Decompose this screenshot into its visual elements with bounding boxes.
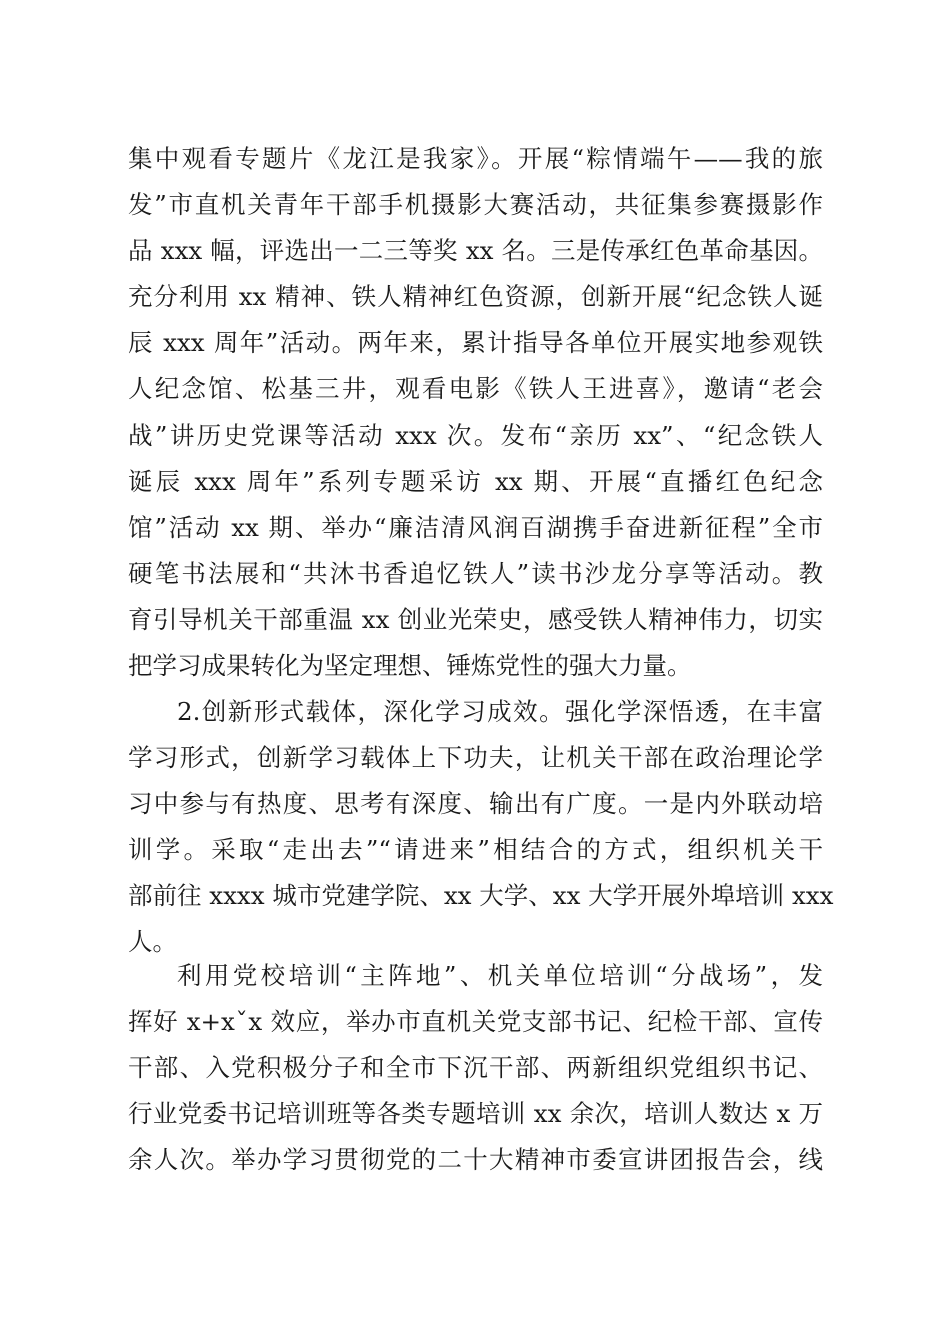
text-line: 人。 [128,927,177,957]
text-line: 馆”活动 xx 期、举办“廉洁清风润百湖携手奋进新征程”全市 [128,512,823,542]
text-line: 训学。采取“走出去”“请进来”相结合的方式，组织机关干 [128,835,823,865]
text-line: 集中观看专题片《龙江是我家》。开展“粽情端午——我的旅 [128,144,823,173]
text-line: 习中参与有热度、思考有深度、输出有广度。一是内外联动培 [128,789,823,819]
paragraph-1 [128,136,823,689]
text-line: 把学习成果转化为坚定理想、锤炼党性的强大力量。 [128,651,692,681]
text-line: 充分利用 xx 精神、铁人精神红色资源，创新开展“纪念铁人诞 [128,282,823,312]
text-line: 辰 xxx 周年”活动。两年来，累计指导各单位开展实地参观铁 [128,328,823,358]
text-line: 育引导机关干部重温 xx 创业光荣史，感受铁人精神伟力，切实 [128,604,823,634]
text-line: 硬笔书法展和“共沐书香追忆铁人”读书沙龙分享等活动。教 [128,558,823,588]
text-line: 战”讲历史党课等活动 xxx 次。发布“亲历 xx”、“纪念铁人 [128,420,823,450]
text-line: 诞辰 xxx 周年”系列专题采访 xx 期、开展“直播红色纪念 [128,466,823,496]
text-line: 发”市直机关青年干部手机摄影大赛活动，共征集参赛摄影作 [128,190,823,220]
paragraph-2 [128,689,834,966]
paragraph-3 [128,953,823,1183]
text-line: 余人次。举办学习贯彻党的二十大精神市委宣讲团报告会，线 [128,1145,823,1175]
text-line: 部前往 xxxx 城市党建学院、xx 大学、xx 大学开展外埠培训 xxx [128,881,834,911]
text-line: 人纪念馆、松基三井，观看电影《铁人王进喜》，邀请“老会 [128,374,823,404]
text-line: 行业党委书记培训班等各类专题培训 xx 余次，培训人数达 x 万 [128,1099,823,1129]
text-line: 品 xxx 幅，评选出一二三等奖 xx 名。三是传承红色革命基因。 [128,236,823,266]
text-line: 学习形式，创新学习载体上下功夫，让机关干部在政治理论学 [128,743,823,773]
text-line: 挥好 x+xˇx 效应，举办市直机关党支部书记、纪检干部、宣传 [128,1007,823,1037]
text-line: 利用党校培训“主阵地”、机关单位培训“分战场”，发 [177,961,823,990]
text-line: 干部、入党积极分子和全市下沉干部、两新组织党组织书记、 [128,1053,823,1083]
text-line: 2.创新形式载体，深化学习成效。强化学深悟透，在丰富 [177,697,823,726]
